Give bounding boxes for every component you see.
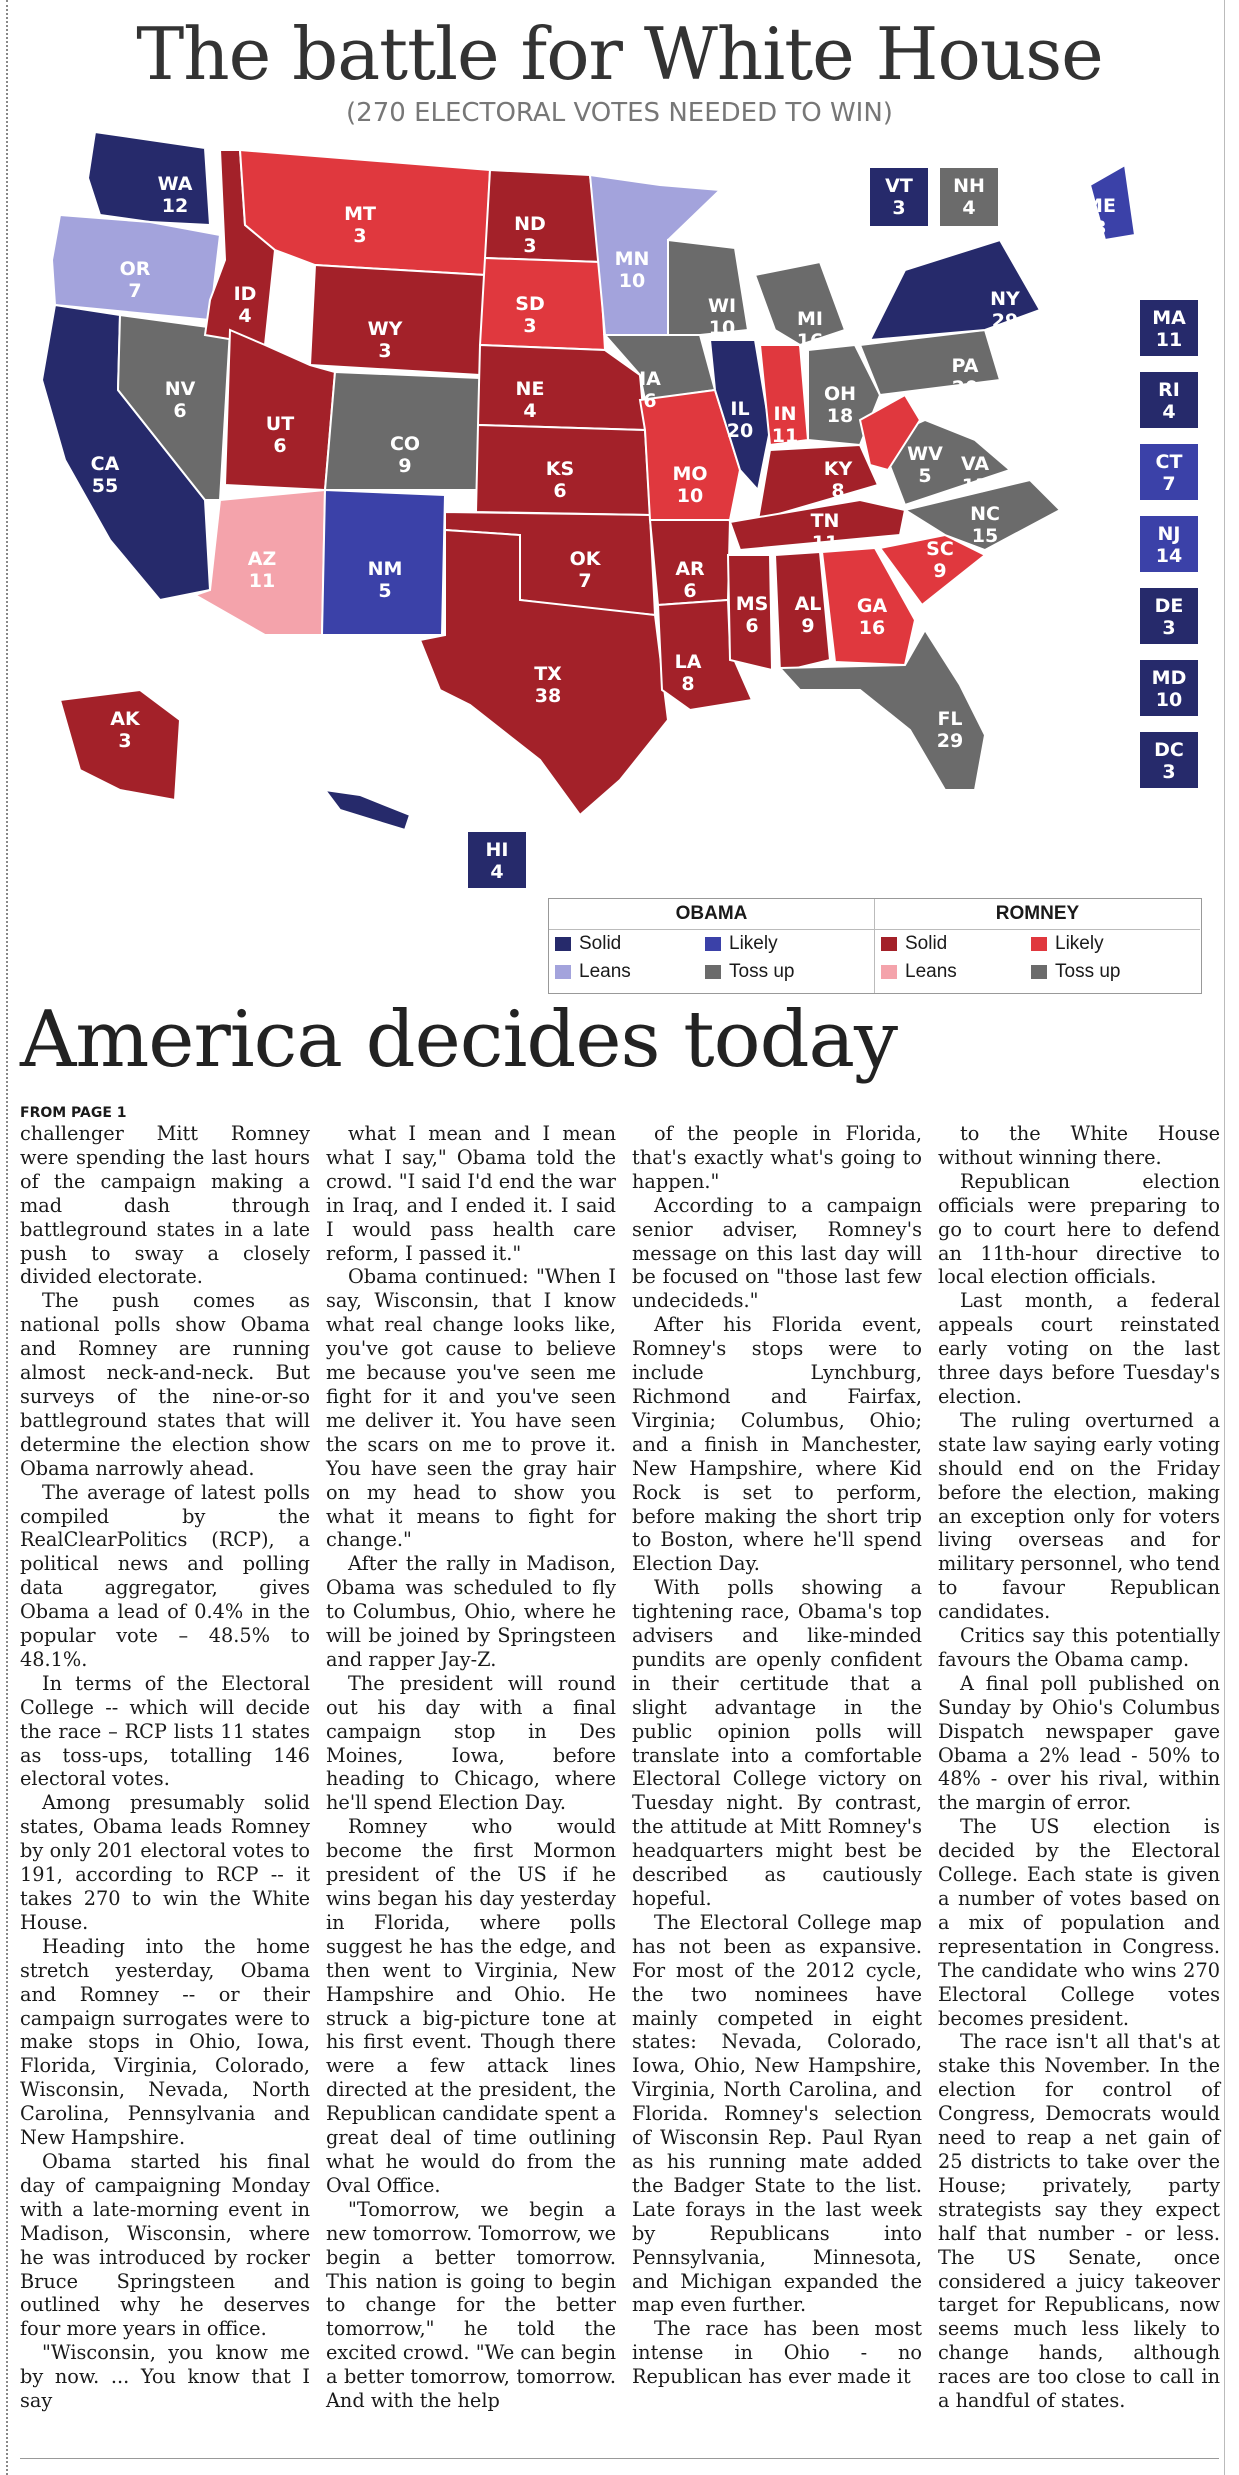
- swatch-obama-likely: [705, 937, 721, 951]
- swatch-tossup: [705, 965, 721, 979]
- svg-text:ME: ME: [1084, 195, 1116, 217]
- state-box-nj: [1140, 516, 1198, 572]
- svg-text:7: 7: [1162, 473, 1176, 495]
- svg-text:4: 4: [962, 197, 976, 219]
- svg-text:MA: MA: [1152, 307, 1186, 329]
- article-paragraph: With polls showing a tightening race, Obama's top advisers and like-minded pundits are openly confident in their certitude that a slight advantage in the public opinion polls will translate into a comfortable Electoral College victory on Tuesday night. By contrast, the attitude at Mitt Romney's headquarters might best be described as cautiously hopeful.: [632, 1576, 922, 1910]
- svg-text:3: 3: [1162, 617, 1176, 639]
- svg-text:NY: NY: [990, 288, 1020, 310]
- article-paragraph: Romney who would become the first Mormon president of the US if he wins began his day yesterday in Florida, where polls suggest he has the edge, and then went to Virginia, New Hampshire and Ohio. He struck a big-picture tone at his first event. Though there were a few attack lines directed at the president, the Republican candidate spent a great deal of time outlining what he would do from the Oval Office.: [326, 1815, 616, 2197]
- svg-text:11: 11: [771, 425, 799, 447]
- state-box-ma: [1140, 300, 1198, 356]
- swatch-obama-leans: [555, 965, 571, 979]
- article-column-4: [938, 1122, 1220, 2413]
- state-hi: [325, 790, 410, 830]
- article-paragraph: Critics say this potentially favours the Obama camp.: [938, 1624, 1220, 1671]
- swatch-romney-leans: [881, 965, 897, 979]
- state-label-tn: [811, 510, 840, 554]
- electoral-map: [0, 0, 1239, 900]
- svg-text:5: 5: [378, 580, 392, 602]
- state-label-ny: [990, 288, 1020, 332]
- svg-text:15: 15: [971, 525, 999, 547]
- state-label-nc: [970, 503, 1000, 547]
- svg-text:WA: WA: [157, 173, 193, 195]
- svg-text:29: 29: [936, 730, 964, 752]
- article-paragraph: challenger Mitt Romney were spending the last hours of the campaign making a mad dash through battleground states in a late push to sway a closely divided electorate.: [20, 1122, 310, 1289]
- svg-text:DE: DE: [1154, 595, 1184, 617]
- svg-text:12: 12: [161, 195, 189, 217]
- swatch-romney-solid: [881, 937, 897, 951]
- svg-text:20: 20: [951, 377, 979, 399]
- svg-text:6: 6: [745, 615, 759, 637]
- svg-text:20: 20: [726, 420, 754, 442]
- map-title: The battle for White House: [136, 12, 1103, 96]
- swatch-tossup-r: [1031, 965, 1047, 979]
- svg-text:SC: SC: [926, 538, 954, 560]
- article-column-1: [20, 1122, 310, 2413]
- svg-text:NC: NC: [970, 503, 1000, 525]
- svg-text:3: 3: [892, 197, 906, 219]
- svg-text:CO: CO: [389, 433, 421, 455]
- svg-text:VA: VA: [960, 453, 990, 475]
- svg-text:IN: IN: [773, 403, 797, 425]
- article-column-3: [632, 1122, 922, 2389]
- svg-text:WV: WV: [907, 443, 943, 465]
- svg-text:CA: CA: [90, 453, 120, 475]
- svg-text:11: 11: [1155, 329, 1183, 351]
- svg-text:MS: MS: [735, 593, 769, 615]
- state-label-ga: [857, 595, 888, 639]
- svg-text:4: 4: [1162, 401, 1176, 423]
- svg-text:3: 3: [1162, 761, 1176, 783]
- svg-text:WI: WI: [707, 295, 737, 317]
- svg-text:9: 9: [801, 615, 815, 637]
- svg-text:6: 6: [553, 480, 567, 502]
- state-label-ca: [91, 453, 120, 497]
- svg-text:CT: CT: [1155, 451, 1183, 473]
- state-label-pa: [952, 355, 979, 399]
- state-label-wa: [158, 173, 193, 217]
- state-label-mi: [797, 308, 823, 352]
- svg-text:8: 8: [681, 673, 695, 695]
- svg-text:VT: VT: [885, 175, 913, 197]
- svg-text:KY: KY: [823, 458, 853, 480]
- state-box-ri: [1140, 372, 1198, 428]
- state-box-md: [1140, 660, 1198, 716]
- article-paragraph: According to a campaign senior adviser, Romney's message on this last day will be focused on "those last few undecideds.": [632, 1193, 922, 1313]
- svg-text:HI: HI: [485, 839, 509, 861]
- svg-text:10: 10: [708, 317, 736, 339]
- svg-text:8: 8: [831, 480, 845, 502]
- article-paragraph: to the White House without winning there.: [938, 1122, 1220, 1169]
- svg-text:KS: KS: [545, 458, 575, 480]
- svg-text:29: 29: [991, 310, 1019, 332]
- state-label-in: [772, 403, 798, 447]
- svg-text:11: 11: [811, 532, 839, 554]
- svg-text:3: 3: [378, 340, 392, 362]
- legend-romney-tossup: Toss up: [1025, 959, 1120, 985]
- svg-text:3: 3: [523, 235, 537, 257]
- svg-text:AR: AR: [675, 558, 705, 580]
- legend-obama-solid: Solid: [549, 931, 621, 957]
- svg-text:18: 18: [826, 405, 854, 427]
- svg-text:MT: MT: [344, 203, 376, 225]
- article-paragraph: The push comes as national polls show Obama and Romney are running almost neck-and-neck. But surveys of the nine-or-so battleground states that will determine the election show Obama narrowly ahead.: [20, 1289, 310, 1480]
- article-paragraph: After the rally in Madison, Obama was scheduled to fly to Columbus, Ohio, where he will be joined by Springsteen and rapper Jay-Z.: [326, 1552, 616, 1671]
- svg-text:TX: TX: [534, 663, 562, 685]
- article-paragraph: The president will round out his day with a final campaign stop in Des Moines, Iowa, before heading to Chicago, where he'll spend Election Day.: [326, 1671, 616, 1815]
- svg-text:WY: WY: [367, 318, 403, 340]
- svg-text:9: 9: [933, 560, 947, 582]
- svg-text:6: 6: [273, 435, 287, 457]
- svg-text:AK: AK: [110, 708, 140, 730]
- legend-romney-leans: Leans: [875, 959, 957, 985]
- svg-text:LA: LA: [674, 651, 702, 673]
- article-paragraph: The ruling overturned a state law saying early voting should end on the Friday before the election, making an exception only for voters living overseas and for military personnel, who tend to favour Republican candidates.: [938, 1408, 1220, 1624]
- svg-text:3: 3: [118, 730, 132, 752]
- article-paragraph: of the people in Florida, that's exactly what's going to happen.": [632, 1122, 922, 1193]
- svg-text:MI: MI: [797, 308, 823, 330]
- svg-text:13: 13: [961, 475, 989, 497]
- svg-text:6: 6: [173, 400, 187, 422]
- state-label-il: [727, 398, 753, 442]
- svg-text:4: 4: [238, 305, 252, 327]
- svg-text:SD: SD: [515, 293, 545, 315]
- svg-text:MD: MD: [1151, 667, 1187, 689]
- article-paragraph: The race isn't all that's at stake this November. In the election for control of Congress, Democrats would need to reap a net gain of 25 districts to take over the House; privately, party strategists say they expect half that number - or less. The US Senate, once considered a juicy takeover target for Republicans, now seems much less likely to change hands, although races are too close to call in a handful of states.: [938, 2030, 1220, 2413]
- article-paragraph: Republican election officials were preparing to go to court here to defend an 11th-hour directive to local election officials.: [938, 1169, 1220, 1289]
- article-paragraph: Obama continued: "When I say, Wisconsin, that I know what real change looks like, you've got cause to believe me because you've seen me fight for it and you've seen me deliver it. You have seen the scars on me to prove it. You have seen the gray hair on my head to show you what it means to fight for change.": [326, 1265, 616, 1552]
- svg-text:10: 10: [618, 270, 646, 292]
- state-box-de: [1140, 588, 1198, 644]
- svg-text:5: 5: [918, 465, 932, 487]
- svg-text:OR: OR: [119, 258, 151, 280]
- svg-text:9: 9: [398, 455, 412, 477]
- svg-text:16: 16: [858, 617, 886, 639]
- legend-obama-likely: Likely: [699, 931, 778, 957]
- svg-text:55: 55: [91, 475, 119, 497]
- map-subtitle: (270 ELECTORAL VOTES NEEDED TO WIN): [346, 98, 893, 128]
- svg-text:UT: UT: [265, 413, 295, 435]
- svg-text:NE: NE: [515, 378, 545, 400]
- state-ne: [478, 345, 645, 430]
- swatch-obama-solid: [555, 937, 571, 951]
- svg-text:16: 16: [796, 330, 824, 352]
- svg-text:11: 11: [248, 570, 276, 592]
- svg-text:MN: MN: [614, 248, 650, 270]
- article-column-2: [326, 1122, 616, 2413]
- svg-text:OH: OH: [823, 383, 857, 405]
- article-paragraph: The US election is decided by the Electoral College. Each state is given a number of votes based on a mix of population and representation in Congress. The candidate who wins 270 Electoral College votes becomes president.: [938, 1815, 1220, 2030]
- swatch-romney-likely: [1031, 937, 1047, 951]
- from-page-label: FROM PAGE 1: [20, 1105, 127, 1121]
- svg-text:NV: NV: [164, 378, 196, 400]
- svg-text:GA: GA: [856, 595, 888, 617]
- legend-obama-tossup: Toss up: [699, 959, 794, 985]
- svg-text:AL: AL: [794, 593, 822, 615]
- svg-text:NH: NH: [953, 175, 985, 197]
- legend-obama: [549, 899, 875, 993]
- svg-text:4: 4: [523, 400, 537, 422]
- svg-text:4: 4: [490, 861, 504, 883]
- article-paragraph: The race has been most intense in Ohio - no Republican has ever made it: [632, 2317, 922, 2389]
- svg-text:10: 10: [676, 485, 704, 507]
- state-label-va: [961, 453, 989, 497]
- article-paragraph: Last month, a federal appeals court reinstated early voting on the last three days before Tuesday's election.: [938, 1289, 1220, 1408]
- state-box-nh: [940, 168, 998, 226]
- svg-text:7: 7: [578, 570, 592, 592]
- state-label-mo: [672, 463, 707, 507]
- svg-text:FL: FL: [937, 708, 963, 730]
- svg-text:NM: NM: [367, 558, 403, 580]
- svg-text:3: 3: [523, 315, 537, 337]
- svg-text:DC: DC: [1154, 739, 1184, 761]
- svg-text:RI: RI: [1158, 379, 1180, 401]
- svg-text:PA: PA: [951, 355, 979, 377]
- svg-text:ND: ND: [514, 213, 546, 235]
- article-paragraph: Obama started his final day of campaigning Monday with a late-morning event in Madison, Wisconsin, where he was introduced by rocker Bruce Springsteen and outlined why he deserves four more years in office.: [20, 2149, 310, 2341]
- svg-text:TN: TN: [810, 510, 840, 532]
- article-headline: America decides today: [20, 995, 898, 1085]
- svg-text:3: 3: [353, 225, 367, 247]
- svg-text:IL: IL: [730, 398, 750, 420]
- map-legend: [548, 898, 1202, 994]
- legend-romney-likely: Likely: [1025, 931, 1104, 957]
- svg-text:38: 38: [534, 685, 562, 707]
- svg-text:6: 6: [683, 580, 697, 602]
- svg-text:OK: OK: [569, 548, 601, 570]
- svg-text:6: 6: [643, 390, 657, 412]
- svg-text:7: 7: [128, 280, 142, 302]
- svg-text:IA: IA: [639, 368, 661, 390]
- article-paragraph: Among presumably solid states, Obama leads Romney by only 201 electoral votes to 191, according to RCP -- it takes 270 to win the White House.: [20, 1791, 310, 1934]
- svg-text:MO: MO: [672, 463, 708, 485]
- legend-obama-header: OBAMA: [549, 899, 874, 930]
- state-label-mn: [615, 248, 650, 292]
- svg-text:3: 3: [1093, 217, 1107, 239]
- article-paragraph: "Tomorrow, we begin a new tomorrow. Tomorrow, we begin a better tomorrow. This nation is going to begin to change for the better tomorrow," he told the excited crowd. "We can begin a better tomorrow, tomorrow. And with the help: [326, 2197, 616, 2413]
- article-paragraph: In terms of the Electoral College -- which will decide the race – RCP lists 11 states as toss-ups, totalling 146 electoral votes.: [20, 1671, 310, 1791]
- legend-romney-header: ROMNEY: [875, 899, 1200, 930]
- state-box-ct: [1140, 444, 1198, 500]
- article-paragraph: Heading into the home stretch yesterday, Obama and Romney -- or their campaign surrogates were to make stops in Ohio, Iowa, Florida, Virginia, Colorado, Wisconsin, Nevada, North Carolina, Pennsylvania and New Hampshire.: [20, 1934, 310, 2150]
- state-label-wi: [708, 295, 736, 339]
- svg-text:AZ: AZ: [247, 548, 277, 570]
- article-paragraph: what I mean and I mean what I say," Obama told the crowd. "I said I'd end the war in Iraq, and I ended it. I said I would pass health care reform, I passed it.": [326, 1122, 616, 1265]
- article-paragraph: The average of latest polls compiled by the RealClearPolitics (RCP), a political news and polling data aggregator, gives Obama a lead of 0.4% in the popular vote – 48.5% to 48.1%.: [20, 1480, 310, 1671]
- state-label-fl: [937, 708, 963, 752]
- svg-text:NJ: NJ: [1157, 523, 1181, 545]
- article-paragraph: The Electoral College map has not been as expansive. For most of the 2012 cycle, the two nominees have mainly competed in eight states: Nevada, Colorado, Iowa, Ohio, New Hampshire, Virginia, North Carolina, and Florida. Romney's selection of Wisconsin Rep. Paul Ryan as his running mate added the Badger State to the list. Late forays in the last week by Republicans into Pennsylvania, Minnesota, and Michigan expanded the map even further.: [632, 1910, 922, 2317]
- legend-romney-solid: Solid: [875, 931, 947, 957]
- article-paragraph: A final poll published on Sunday by Ohio's Columbus Dispatch newspaper gave Obama a 2% lead - 50% to 48% - over his rival, within the margin of error.: [938, 1671, 1220, 1815]
- svg-text:14: 14: [1155, 545, 1183, 567]
- article-paragraph: "Wisconsin, you know me by now. ... You know that I say: [20, 2341, 310, 2413]
- svg-text:ID: ID: [233, 283, 257, 305]
- state-box-vt: [870, 168, 928, 226]
- state-label-oh: [824, 383, 856, 427]
- article-paragraph: After his Florida event, Romney's stops were to include Lynchburg, Richmond and Fairfax, Virginia; Columbus, Ohio; and a finish in Manchester, New Hampshire, where Kid Rock is set to perform, before making the short trip to Boston, where he'll spend Election Day.: [632, 1313, 922, 1576]
- bottom-rule: [20, 2458, 1219, 2459]
- legend-romney: [875, 899, 1200, 993]
- state-label-az: [248, 548, 276, 592]
- legend-obama-leans: Leans: [549, 959, 631, 985]
- state-box-dc: [1140, 732, 1198, 788]
- state-label-tx: [534, 663, 562, 707]
- svg-text:10: 10: [1155, 689, 1183, 711]
